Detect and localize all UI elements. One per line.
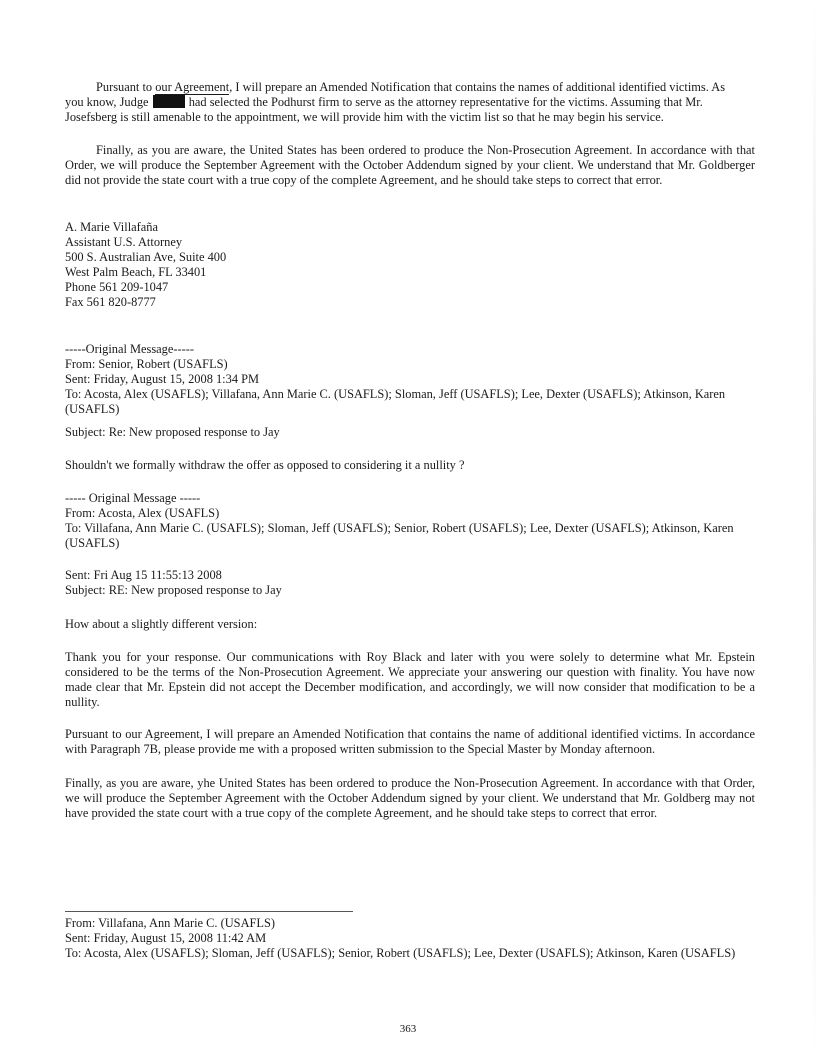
- proposed-response-paragraph: Finally, as you are aware, yhe United States has been ordered to produce the Non-Prosecution Agreement. In accordance with that Order, we will produce the September Agreement with the October Addendum signed by your client. We understand that Mr. Goldberg may not have provided the state court with a true copy of the complete Agreement, and he should take steps to correct that error.: [65, 776, 755, 820]
- text-run: had selected the Podhurst firm to serve as the attorney representative for the victims. Assuming that Mr.: [185, 95, 703, 109]
- email-sent: Sent: Friday, August 15, 2008 1:34 PM: [65, 372, 260, 386]
- redaction-box: [153, 95, 185, 108]
- signature-city: West Palm Beach, FL 33401: [65, 265, 207, 279]
- email-subject: Subject: RE: New proposed response to Jay: [65, 583, 282, 597]
- proposed-response-paragraph: Pursuant to our Agreement, I will prepare an Amended Notification that contains the name of additional identified victims. In accordance with Paragraph 7B, please provide me with a proposed written submission to the Special Master by Monday afternoon.: [65, 727, 755, 756]
- email-to: To: Acosta, Alex (USAFLS); Villafana, Ann Marie C. (USAFLS); Sloman, Jeff (USAFLS); Lee, Dexter (USAFLS); Atkinson, Karen (USAFLS): [65, 387, 726, 416]
- paragraph-amended-notification: [65, 80, 755, 125]
- proposed-response-paragraph: Thank you for your response. Our communications with Roy Black and later with you were solely to determine what Mr. Epstein considered to be the terms of the Non-Prosecution Agreement. We appreciate your answering our question with finality. You have now made clear that Mr. Epstein did not accept the December modification, and accordingly, we will now consider that modification to be a nullity.: [65, 650, 755, 709]
- email-from: From: Acosta, Alex (USAFLS): [65, 506, 220, 520]
- email-to: To: Villafana, Ann Marie C. (USAFLS); Sloman, Jeff (USAFLS); Senior, Robert (USAFLS); Lee, Dexter (USAFLS); Atkinson, Karen (USAFLS): [65, 521, 734, 550]
- separator-line: [65, 911, 353, 912]
- paragraph-line: Josefsberg is still amenable to the appointment, we will provide him with the victim list so that he may begin his service.: [65, 110, 664, 124]
- email-intro: How about a slightly different version:: [65, 617, 258, 631]
- email-sent: Sent: Friday, August 15, 2008 11:42 AM: [65, 931, 267, 945]
- paragraph-npa-order: Finally, as you are aware, the United States has been ordered to produce the Non-Prosecution Agreement. In accordance with that Order, we will produce the September Agreement with the October Addendum signed by your client. We understand that Mr. Goldberger did not provide the state court with a true copy of the complete Agreement, and he should take steps to correct that error.: [65, 143, 755, 187]
- original-message-marker: ----- Original Message -----: [65, 491, 201, 505]
- paragraph-line: [65, 80, 755, 95]
- original-message-marker: -----Original Message-----: [65, 342, 195, 356]
- text-run: you know, Judge: [65, 95, 152, 109]
- paragraph-line: [65, 95, 755, 110]
- email-from: From: Senior, Robert (USAFLS): [65, 357, 228, 371]
- email-header-acosta: [65, 491, 755, 551]
- underlined-text: our Agreement: [155, 80, 230, 94]
- email-header-senior: [65, 342, 755, 417]
- text-run: Pursuant to: [96, 80, 156, 94]
- email-sent: Sent: Fri Aug 15 11:55:13 2008: [65, 568, 222, 582]
- signature-address: 500 S. Australian Ave, Suite 400: [65, 250, 227, 264]
- email-subject: Subject: Re: New proposed response to Jay: [65, 425, 280, 439]
- email-body: Shouldn't we formally withdraw the offer as opposed to considering it a nullity ?: [65, 458, 465, 472]
- signature-fax: Fax 561 820-8777: [65, 295, 156, 309]
- signature-phone: Phone 561 209-1047: [65, 280, 169, 294]
- email-from: From: Villafana, Ann Marie C. (USAFLS): [65, 916, 275, 930]
- text-run: , I will prepare an Amended Notification that contains the names of additional identified victims. As: [229, 80, 726, 94]
- signature-title: Assistant U.S. Attorney: [65, 235, 183, 249]
- email-to: To: Acosta, Alex (USAFLS); Sloman, Jeff (USAFLS); Senior, Robert (USAFLS); Lee, Dexter (USAFLS); Atkinson, Karen (USAFLS): [65, 946, 736, 960]
- signature-name: A. Marie Villafaña: [65, 220, 158, 234]
- page-number: 363: [399, 1023, 417, 1035]
- email-meta-acosta: [65, 568, 755, 598]
- signature-block: [65, 220, 755, 310]
- email-header-villafana: [65, 916, 755, 961]
